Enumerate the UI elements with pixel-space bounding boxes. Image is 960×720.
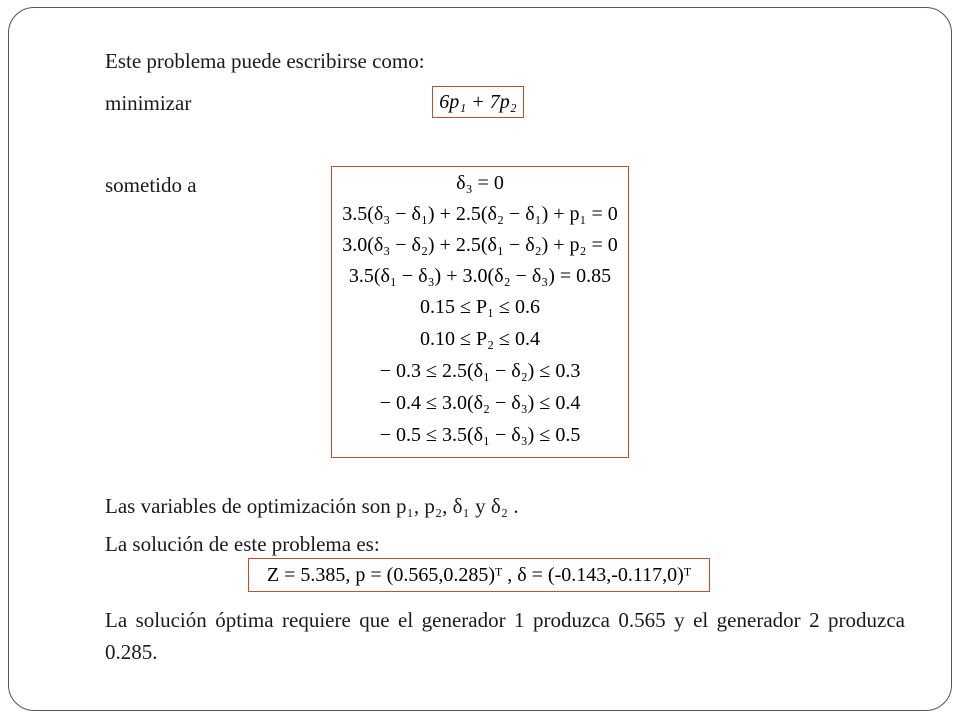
constraint-row: − 0.4 ≤ 3.0(δ₂ − δ₃) ≤ 0.4 bbox=[379, 392, 581, 414]
constraints-box bbox=[331, 166, 629, 458]
conclusion-paragraph: La solución óptima requiere que el generador 1 produzca 0.565 y el generador 2 produzca 0.285. bbox=[105, 608, 905, 664]
solution-intro-text: La solución de este problema es: bbox=[105, 532, 380, 556]
minimize-label: minimizar bbox=[105, 91, 192, 115]
variables-text: Las variables de optimización son p₁, p₂, δ₁ y δ₂ . bbox=[105, 494, 519, 518]
constraint-row: 0.10 ≤ P₂ ≤ 0.4 bbox=[419, 328, 541, 350]
constraint-row: δ₃ = 0 bbox=[456, 172, 504, 194]
solution-box bbox=[248, 558, 710, 592]
constraint-row: 3.5(δ₁ − δ₃) + 3.0(δ₂ − δ₃) = 0.85 bbox=[348, 265, 612, 287]
objective-expression: 6p₁ + 7p₂ bbox=[439, 91, 517, 113]
constraint-row: 0.15 ≤ P₁ ≤ 0.6 bbox=[419, 296, 541, 318]
objective-box bbox=[432, 86, 524, 118]
constraint-row: − 0.5 ≤ 3.5(δ₁ − δ₃) ≤ 0.5 bbox=[379, 424, 581, 446]
subject-to-label: sometido a bbox=[105, 173, 197, 197]
constraint-row: 3.5(δ₃ − δ₁) + 2.5(δ₂ − δ₁) + p₁ = 0 bbox=[342, 203, 618, 225]
constraint-row: 3.0(δ₃ − δ₂) + 2.5(δ₁ − δ₂) + p₂ = 0 bbox=[342, 234, 618, 256]
constraint-row: − 0.3 ≤ 2.5(δ₁ − δ₂) ≤ 0.3 bbox=[379, 360, 581, 382]
solution-expression: Z = 5.385, p = (0.565,0.285)ᵀ , δ = (-0.143,-0.117,0)ᵀ bbox=[266, 564, 692, 586]
intro-text: Este problema puede escribirse como: bbox=[105, 49, 425, 73]
